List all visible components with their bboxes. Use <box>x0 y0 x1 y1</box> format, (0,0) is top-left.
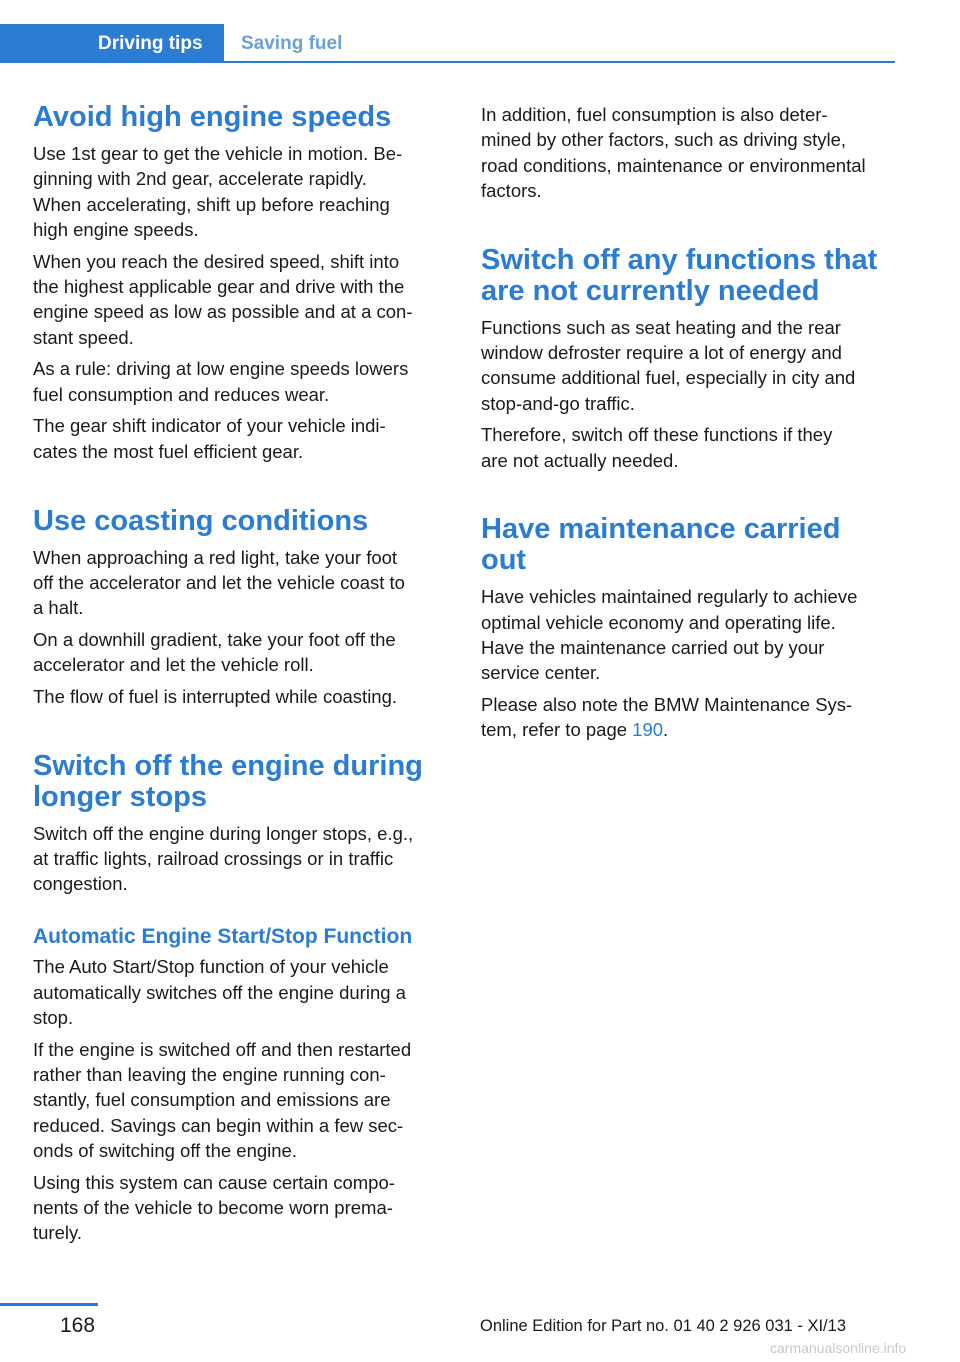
text-line: Using this system can cause certain compo- <box>33 1171 395 1193</box>
text-line: a halt. <box>33 597 84 619</box>
text-line: accelerator and let the vehicle roll. <box>33 654 314 676</box>
text-line: out <box>481 544 527 577</box>
heading-avoid-high-engine-speeds: Avoid high engine speeds <box>33 101 392 133</box>
heading-use-coasting-conditions: Use coasting conditions <box>33 504 369 537</box>
text-line: mined by other factors, such as driving style, <box>481 129 847 151</box>
heading-switch-off-functions <box>481 245 901 307</box>
paragraph <box>481 584 901 685</box>
text-line: Switch off any functions that <box>481 243 878 276</box>
text-line: When approaching a red light, take your foot <box>33 546 398 568</box>
text-line: engine speed as low as possible and at a con- <box>33 301 413 323</box>
text-line: congestion. <box>33 873 128 895</box>
paragraph <box>33 1170 448 1246</box>
text-line: turely. <box>33 1222 83 1244</box>
text-line: nents of the vehicle to become worn prema- <box>33 1196 393 1218</box>
text-line: Switch off the engine during longer stops, e.g., <box>33 822 414 844</box>
text-line: stop. <box>33 1006 74 1028</box>
paragraph <box>33 627 448 678</box>
text-line: When you reach the desired speed, shift into <box>33 250 400 272</box>
text-line: rather than leaving the engine running con- <box>33 1063 386 1085</box>
text-line: On a downhill gradient, take your foot off the <box>33 628 396 650</box>
edition-note: Online Edition for Part no. 01 40 2 926 031 - XI/13 <box>480 1317 846 1335</box>
paragraph <box>33 684 448 709</box>
text-line: automatically switches off the engine during a <box>33 981 406 1003</box>
footer-rule <box>0 1303 98 1306</box>
text-line: Please also note the BMW Maintenance Sys- <box>481 694 853 716</box>
paragraph <box>481 315 901 416</box>
text-line: Therefore, switch off these functions if they <box>481 424 833 446</box>
text-line: . <box>663 719 669 741</box>
page-link[interactable]: 190 <box>632 719 664 741</box>
text-line: cates the most fuel efficient gear. <box>33 440 304 462</box>
text-line: reduced. Savings can begin within a few sec- <box>33 1114 404 1136</box>
text-line: are not actually needed. <box>481 449 679 471</box>
text-line: off the accelerator and let the vehicle coast to <box>33 571 405 593</box>
text-line: fuel consumption and reduces wear. <box>33 383 330 405</box>
header-rule <box>224 61 895 63</box>
text-line: road conditions, maintenance or environmental <box>481 154 866 176</box>
text-line: optimal vehicle economy and operating life. <box>481 611 836 633</box>
left-column <box>33 102 448 1252</box>
text-line: The gear shift indicator of your vehicle indi- <box>33 415 386 437</box>
text-line: window defroster require a lot of energy and <box>481 341 842 363</box>
subheading-auto-start-stop: Automatic Engine Start/Stop Function <box>33 925 413 949</box>
heading-switch-off-engine <box>33 751 448 813</box>
text-line: onds of switching off the engine. <box>33 1139 297 1161</box>
text-line: stantly, fuel consumption and emissions are <box>33 1089 391 1111</box>
text-line: consume additional fuel, especially in city and <box>481 367 856 389</box>
paragraph <box>33 141 448 242</box>
text-line: Have vehicles maintained regularly to achieve <box>481 586 858 608</box>
text-line: When accelerating, shift up before reaching <box>33 193 390 215</box>
text-line: The flow of fuel is interrupted while coasting. <box>33 686 398 708</box>
chapter-tab[interactable]: Driving tips <box>0 24 224 63</box>
text-line: If the engine is switched off and then restarted <box>33 1038 412 1060</box>
text-line: high engine speeds. <box>33 218 199 240</box>
right-column <box>481 102 901 749</box>
text-line: As a rule: driving at low engine speeds lowers <box>33 358 409 380</box>
text-line: stant speed. <box>33 326 134 348</box>
text-line: Have the maintenance carried out by your <box>481 637 825 659</box>
paragraph <box>33 413 448 464</box>
section-tab[interactable]: Saving fuel <box>241 33 343 54</box>
text-line: factors. <box>481 179 542 201</box>
paragraph <box>33 545 448 621</box>
paragraph <box>33 954 448 1030</box>
paragraph <box>481 422 901 473</box>
text-line: Have maintenance carried <box>481 513 841 546</box>
text-line: stop-and-go traffic. <box>481 392 635 414</box>
watermark: carmanualsonline.info <box>770 1340 907 1356</box>
heading-have-maintenance <box>481 514 901 576</box>
text-line: In addition, fuel consumption is also deter- <box>481 104 828 125</box>
text-line: Switch off the engine during <box>33 749 423 782</box>
text-line: Use 1st gear to get the vehicle in motion. Be- <box>33 143 403 164</box>
page-header <box>0 24 895 63</box>
text-line: service center. <box>481 662 601 684</box>
text-line: tem, refer to page <box>481 719 633 741</box>
text-line: at traffic lights, railroad crossings or in traffic <box>33 848 394 870</box>
paragraph <box>33 821 448 897</box>
paragraph <box>33 356 448 407</box>
paragraph <box>33 1037 448 1163</box>
text-line: The Auto Start/Stop function of your vehicle <box>33 956 389 978</box>
page-number: 168 <box>60 1314 96 1337</box>
text-line: ginning with 2nd gear, accelerate rapidly. <box>33 168 367 190</box>
text-line: longer stops <box>33 780 208 813</box>
text-line: are not currently needed <box>481 274 820 307</box>
text-line: Functions such as seat heating and the rear <box>481 316 841 338</box>
text-line: the highest applicable gear and drive with the <box>33 275 405 297</box>
paragraph <box>481 102 901 203</box>
paragraph <box>33 249 448 350</box>
paragraph <box>481 692 901 743</box>
